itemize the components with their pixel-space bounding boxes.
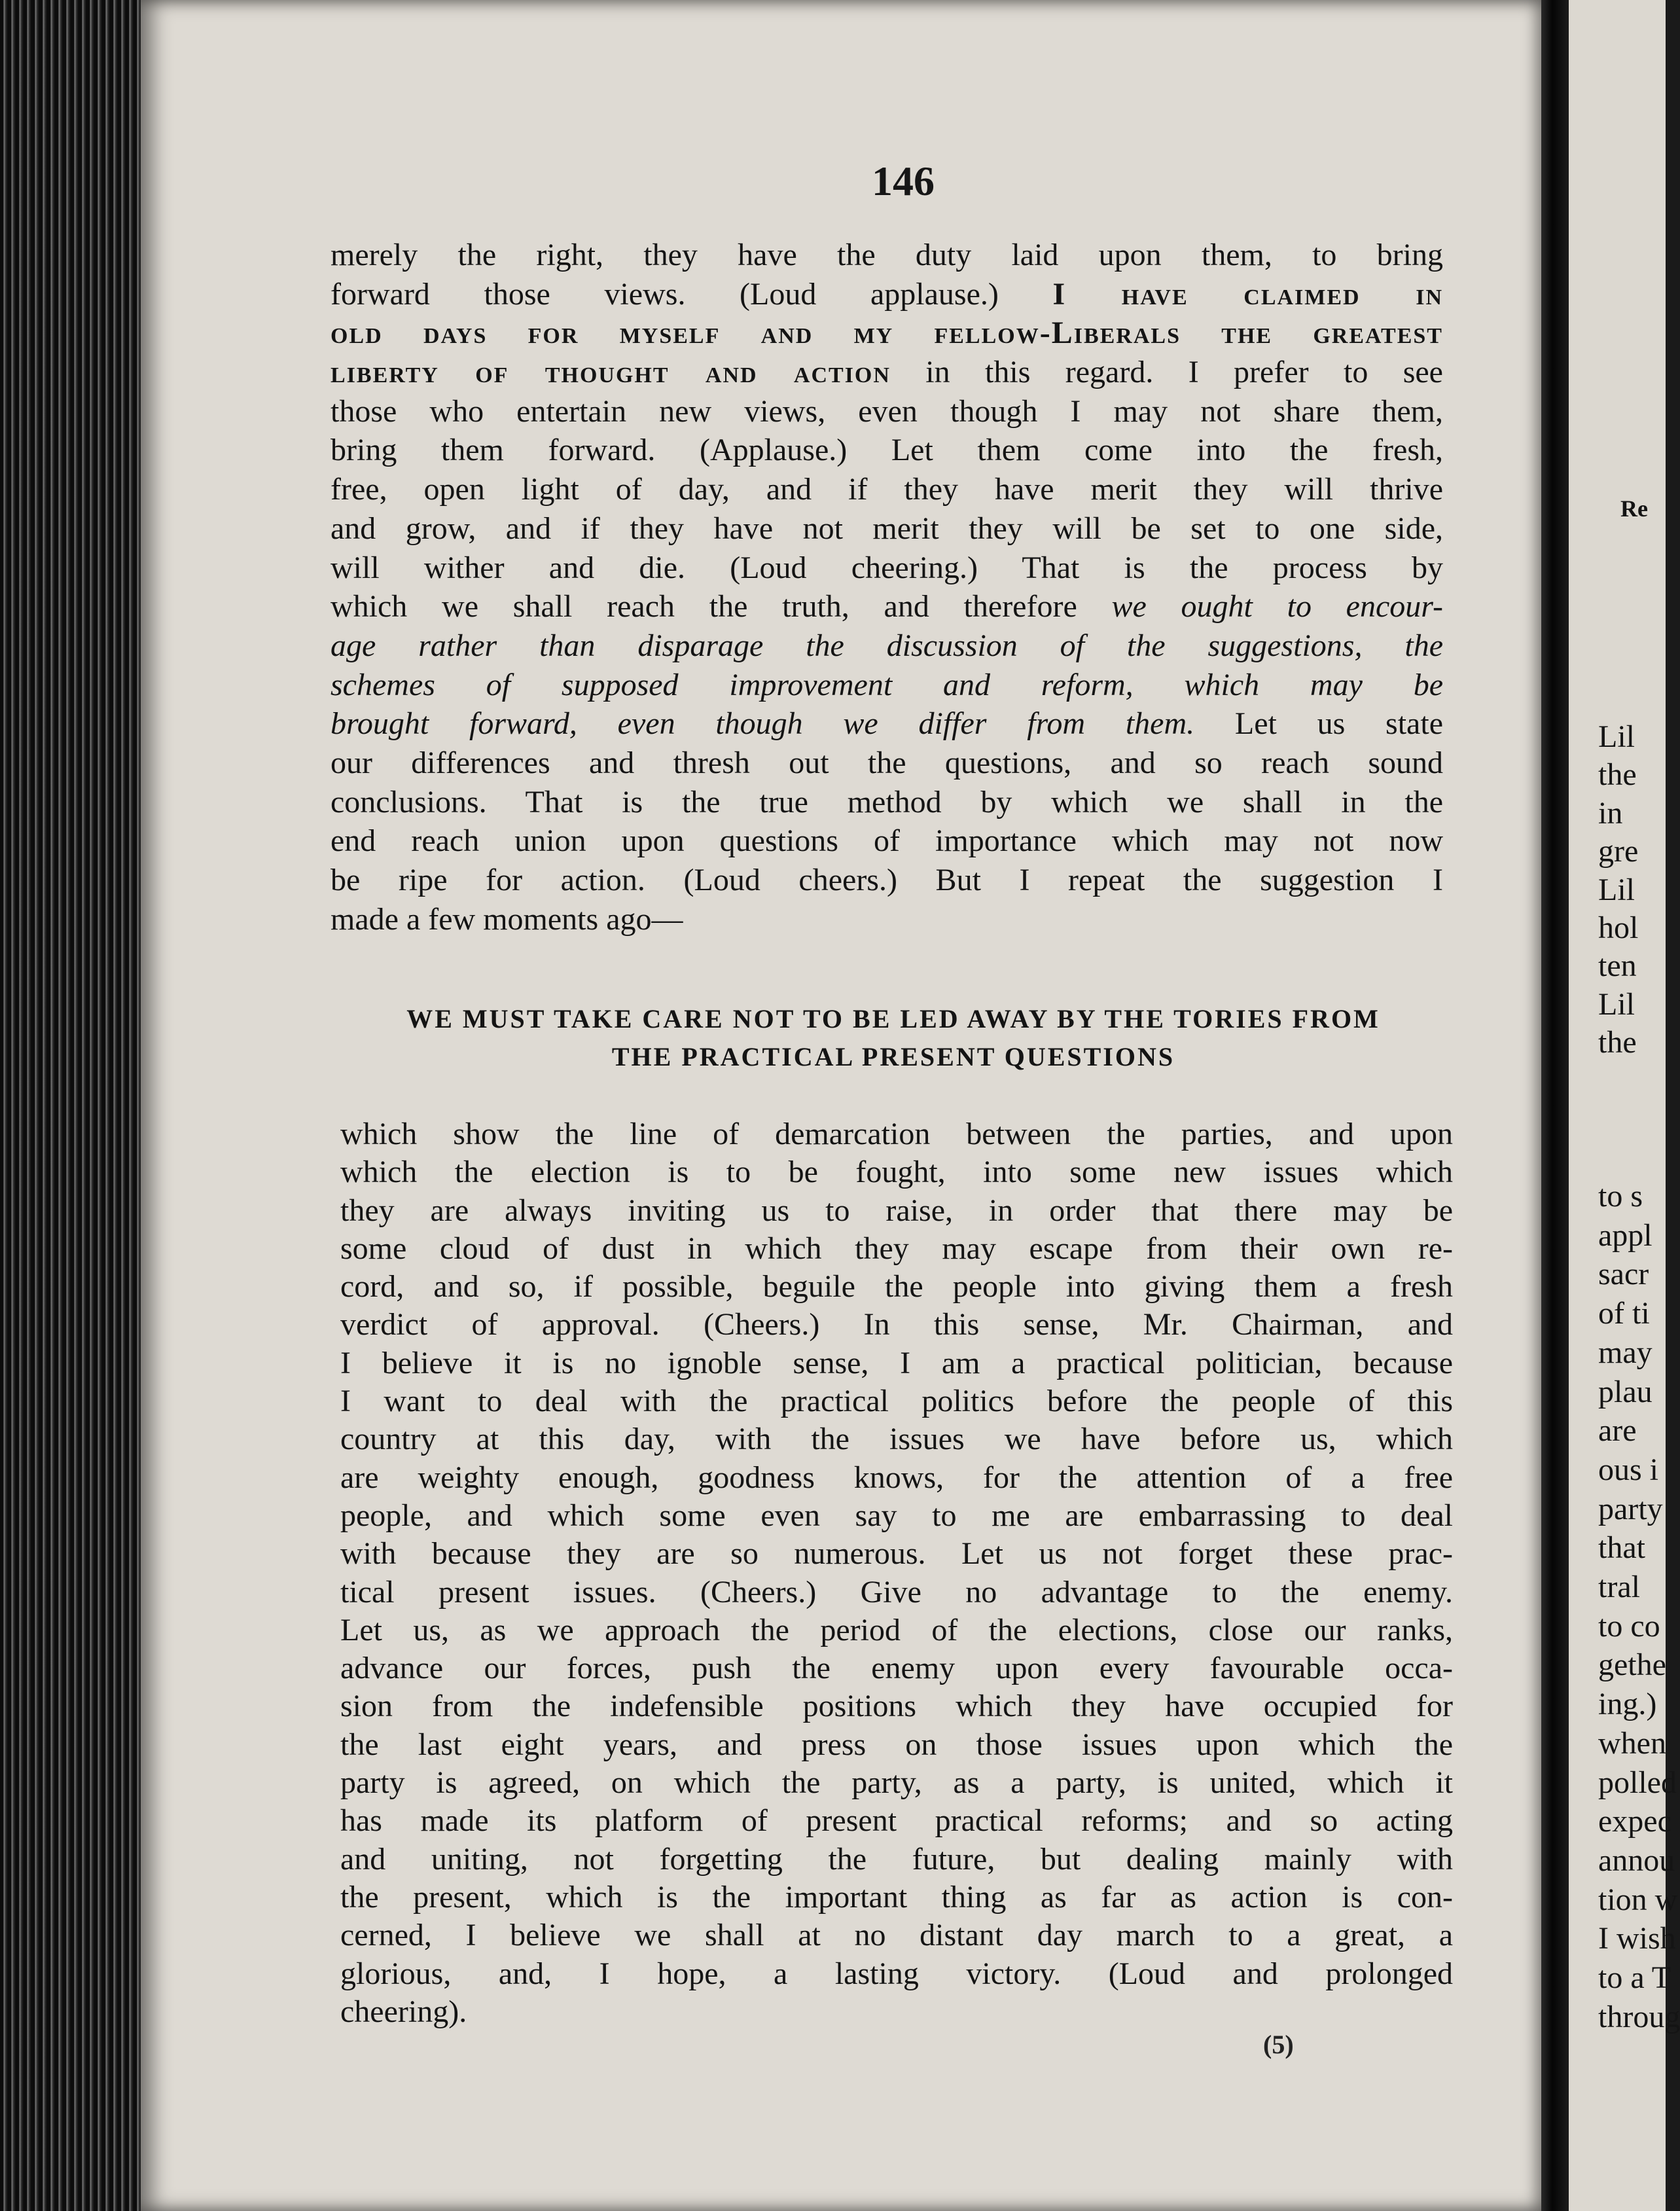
- facing-page-line-fragment: Lil: [1598, 872, 1635, 907]
- text-line: the present, which is the important thing as far as action is con-: [340, 1879, 1453, 1914]
- facing-page-line-fragment: are: [1598, 1413, 1637, 1448]
- heading-line: THE PRACTICAL PRESENT QUESTIONS: [611, 1042, 1175, 1071]
- facing-page-line-fragment: tion w: [1598, 1882, 1678, 1917]
- facing-page-line-fragment: gre: [1598, 834, 1639, 869]
- section-heading: [340, 1000, 1446, 1076]
- text-line: verdict of approval. (Cheers.) In this sense, Mr. Chairman, and: [340, 1307, 1453, 1342]
- facing-page-line-fragment: the: [1598, 1025, 1637, 1060]
- facing-page-line-fragment: plau: [1598, 1374, 1653, 1409]
- text-line: be ripe for action. (Loud cheers.) But I repeat the suggestion I: [331, 863, 1443, 897]
- facing-page-line-fragment: hol: [1598, 910, 1639, 945]
- book-gutter: [1541, 0, 1569, 2211]
- facing-page-header-fragment: Re: [1620, 495, 1648, 522]
- facing-page-line-fragment: the: [1598, 757, 1637, 793]
- heading-line: WE MUST TAKE CARE NOT TO BE LED AWAY BY THE TORIES FROM: [406, 1004, 1380, 1034]
- text-line: advance our forces, push the enemy upon every favourable occa-: [340, 1651, 1453, 1686]
- facing-page-line-fragment: when: [1598, 1725, 1666, 1761]
- text-line: end reach union upon questions of importance which may not now: [331, 823, 1443, 859]
- text-block-upper: [331, 236, 1443, 939]
- facing-page-line-fragment: annou: [1598, 1842, 1675, 1878]
- facing-page-line-fragment: expec: [1598, 1804, 1671, 1839]
- text-line: cheering).: [340, 1994, 467, 2029]
- book-page-edges: [0, 0, 141, 2211]
- text-line: which we shall reach the truth, and therefore we ought to encour-: [331, 589, 1443, 624]
- text-line: liberty of thought and action in this regard. I prefer to see: [331, 355, 1443, 390]
- text-line: bring them forward. (Applause.) Let them come into the fresh,: [331, 433, 1443, 468]
- text-line: some cloud of dust in which they may escape from their own re-: [340, 1231, 1453, 1266]
- facing-page-line-fragment: in: [1598, 795, 1623, 831]
- facing-page-line-fragment: throug: [1598, 1999, 1680, 2034]
- text-line: conclusions. That is the true method by which we shall in the: [331, 784, 1443, 819]
- text-line: those who entertain new views, even though I may not share them,: [331, 393, 1443, 429]
- text-line: I believe it is no ignoble sense, I am a practical politician, because: [340, 1345, 1453, 1380]
- facing-page-line-fragment: to co: [1598, 1608, 1660, 1644]
- text-line: free, open light of day, and if they have merit they will thrive: [331, 472, 1443, 507]
- text-line: old days for myself and my fellow-Liberals the greatest: [331, 315, 1443, 351]
- text-line: with because they are so numerous. Let us not forget these prac-: [340, 1536, 1453, 1572]
- text-line: will wither and die. (Loud cheering.) That is the process by: [331, 550, 1443, 585]
- facing-page-line-fragment: ous i: [1598, 1452, 1659, 1487]
- facing-page-line-fragment: party: [1598, 1491, 1663, 1526]
- facing-page-line-fragment: Lil: [1598, 986, 1635, 1022]
- text-line: and uniting, not forgetting the future, but dealing mainly with: [340, 1841, 1453, 1877]
- text-line: and grow, and if they have not merit they will be set to one side,: [331, 511, 1443, 546]
- text-line: age rather than disparage the discussion of the suggestions, the: [331, 628, 1443, 663]
- text-line: I want to deal with the practical politics before the people of this: [340, 1384, 1453, 1419]
- text-line: which the election is to be fought, into some new issues which: [340, 1155, 1453, 1190]
- text-line: forward those views. (Loud applause.) I have claimed in: [331, 276, 1444, 312]
- text-line: are weighty enough, goodness knows, for the attention of a free: [340, 1460, 1453, 1495]
- text-line: made a few moments ago—: [331, 901, 683, 937]
- text-line: they are always inviting us to raise, in order that there may be: [340, 1193, 1453, 1228]
- text-line: merely the right, they have the duty laid upon them, to bring: [331, 238, 1443, 272]
- text-line: sion from the indefensible positions which they have occupied for: [340, 1689, 1453, 1724]
- text-line: tical present issues. (Cheers.) Give no advantage to the enemy.: [340, 1574, 1453, 1609]
- printer-signature-mark: (5): [1263, 2030, 1294, 2059]
- facing-page-line-fragment: to s: [1598, 1179, 1643, 1213]
- text-line: schemes of supposed improvement and reform, which may be: [331, 667, 1443, 702]
- facing-page-line-fragment: Lil: [1598, 719, 1635, 754]
- text-block-lower: [340, 1115, 1453, 2031]
- text-line: the last eight years, and press on those issues upon which the: [340, 1727, 1453, 1762]
- text-line: cerned, I believe we shall at no distant day march to a great, a: [340, 1918, 1453, 1953]
- facing-page-line-fragment: appl: [1598, 1217, 1653, 1253]
- facing-page-line-fragment: sacr: [1598, 1257, 1649, 1292]
- text-line: glorious, and, I hope, a lasting victory. (Loud and prolonged: [340, 1956, 1453, 1991]
- facing-page-line-fragment: gethe: [1598, 1647, 1666, 1683]
- facing-page-line-fragment: that: [1598, 1530, 1645, 1566]
- text-line: party is agreed, on which the party, as a party, is united, which it: [340, 1765, 1453, 1801]
- text-line: Let us, as we approach the period of the elections, close our ranks,: [340, 1612, 1453, 1647]
- text-line: which show the line of demarcation between the parties, and upon: [340, 1117, 1453, 1151]
- facing-page-line-fragment: polled: [1598, 1765, 1677, 1800]
- facing-page-line-fragment: of ti: [1598, 1296, 1650, 1331]
- facing-page-line-fragment: ten: [1598, 948, 1637, 984]
- text-line: country at this day, with the issues we have before us, which: [340, 1422, 1453, 1457]
- facing-page-line-fragment: I wish: [1598, 1921, 1676, 1956]
- text-line: people, and which some even say to me are embarrassing to deal: [340, 1498, 1453, 1533]
- facing-page-line-fragment: may: [1598, 1335, 1653, 1370]
- facing-page-line-fragment: tral: [1598, 1570, 1640, 1604]
- text-line: has made its platform of present practical reforms; and so acting: [340, 1803, 1453, 1839]
- facing-page-line-fragment: ing.): [1598, 1687, 1657, 1722]
- facing-page-line-fragment: to a T: [1598, 1960, 1671, 1995]
- text-line: our differences and thresh out the questions, and so reach sound: [331, 745, 1443, 780]
- text-line: brought forward, even though we differ from them. Let us state: [331, 706, 1443, 742]
- text-line: cord, and so, if possible, beguile the people into giving them a fresh: [340, 1269, 1453, 1304]
- facing-page: [1569, 0, 1666, 2211]
- page-number: 146: [872, 158, 935, 204]
